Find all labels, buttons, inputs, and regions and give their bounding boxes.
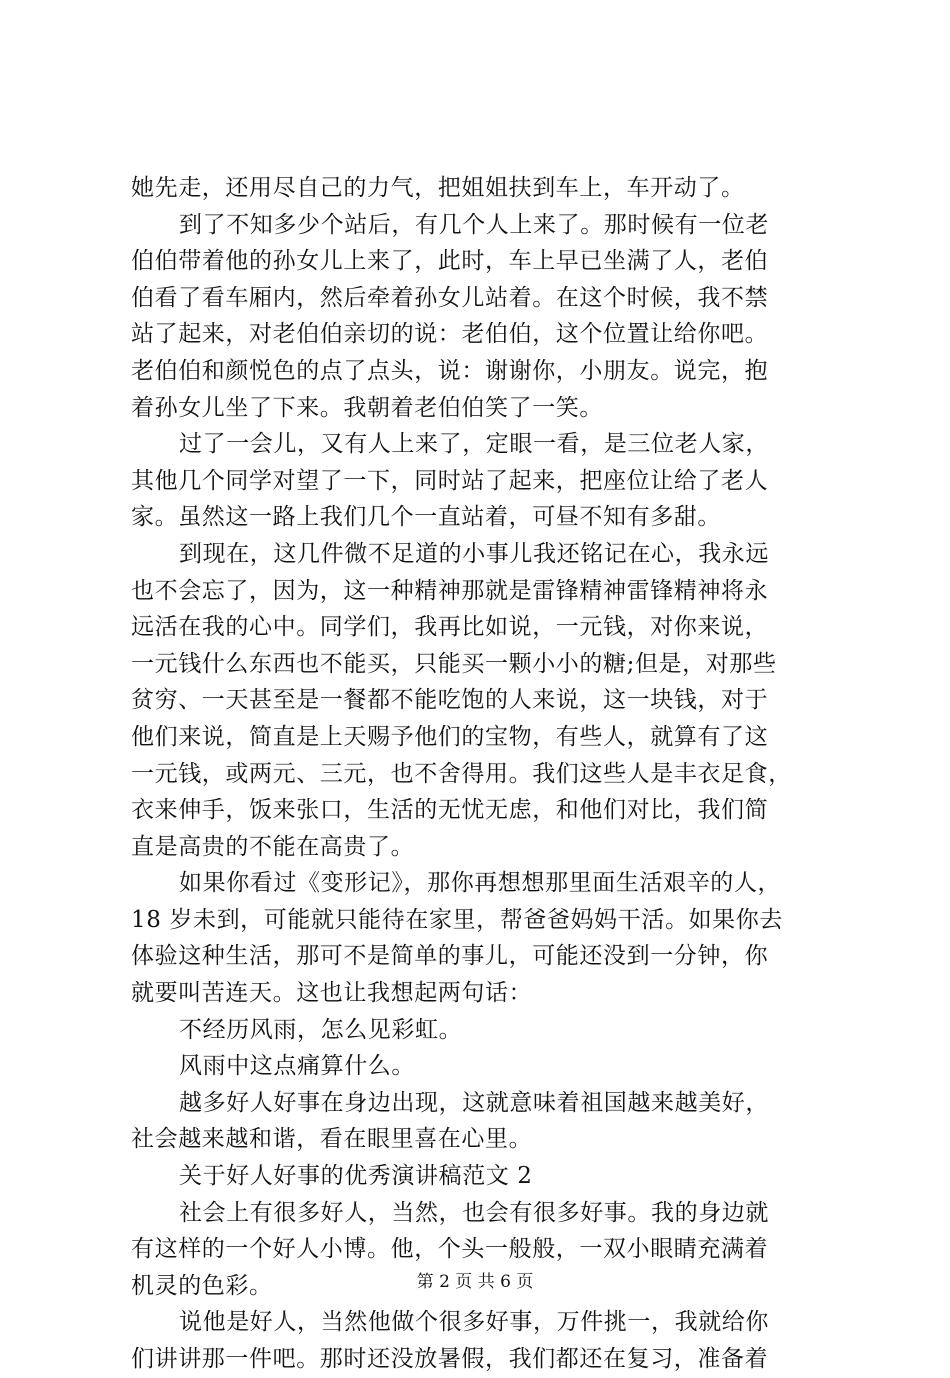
text-line: 不经历风雨，怎么见彩虹。 [179, 1016, 463, 1043]
text-line: 着孙女儿坐了下来。我朝着老伯伯笑了一笑。 [131, 394, 603, 421]
text-line: 一元钱什么东西也不能买，只能买一颗小小的糖;但是，对那些 [131, 650, 777, 677]
text-line: 其他几个同学对望了一下，同时站了起来，把座位让给了老人 [131, 467, 769, 494]
text-line: 老伯伯和颜悦色的点了点头，说：谢谢你，小朋友。说完，抱 [131, 357, 769, 384]
text-line: 有这样的一个好人小博。他，个头一般般，一双小眼睛充满着 [131, 1236, 769, 1263]
text-line: 衣来伸手，饭来张口，生活的无忧无虑，和他们对比，我们简 [131, 797, 769, 824]
text-line: 也不会忘了，因为，这一种精神那就是雷锋精神雷锋精神将永 [131, 577, 769, 604]
page-footer: 第 2 页 共 6 页 [416, 1272, 534, 1292]
text-line: 她先走，还用尽自己的力气，把姐姐扶到车上，车开动了。 [131, 175, 745, 201]
text-line: 到现在，这几件微不足道的小事儿我还铭记在心，我永远 [179, 540, 769, 567]
text-line: 到了不知多少个站后，有几个人上来了。那时候有一位老 [179, 211, 769, 238]
text-line: 社会上有很多好人，当然，也会有很多好事。我的身边就 [179, 1199, 769, 1226]
text-line: 远活在我的心中。同学们，我再比如说，一元钱，对你来说， [131, 614, 769, 641]
text-line: 体验这种生活，那可不是简单的事儿，可能还没到一分钟，你 [131, 943, 769, 970]
document-body [131, 170, 831, 1378]
text-line: 贫穷、一天甚至是一餐都不能吃饱的人来说，这一块钱，对于 [131, 687, 769, 714]
text-line: 伯看了看车厢内，然后牵着孙女儿站着。在这个时候，我不禁 [131, 284, 769, 311]
text-line: 伯伯带着他的孙女儿上来了，此时，车上早已坐满了人，老伯 [131, 248, 769, 275]
text-line: 他们来说，简直是上天赐予他们的宝物，有些人，就算有了这 [131, 723, 769, 750]
text-line: 过了一会儿，又有人上来了，定眼一看，是三位老人家， [179, 431, 769, 458]
text-line: 一元钱，或两元、三元，也不舍得用。我们这些人是丰衣足食， [131, 760, 792, 787]
text-line: 就要叫苦连天。这也让我想起两句话： [131, 980, 533, 1007]
text-line: 们讲讲那一件吧。那时还没放暑假，我们都还在复习，准备着 [131, 1346, 769, 1372]
text-line: 关于好人好事的优秀演讲稿范文 2 [179, 1163, 533, 1190]
text-line: 18 岁未到，可能就只能待在家里，帮爸爸妈妈干活。如果你去 [131, 906, 783, 933]
text-line: 说他是好人，当然他做个很多好事，万件挑一，我就给你 [179, 1309, 769, 1336]
text-line: 如果你看过《变形记》，那你再想想那里面生活艰辛的人， [179, 870, 782, 897]
text-line: 越多好人好事在身边出现，这就意味着祖国越来越美好， [179, 1089, 769, 1116]
text-line: 家。虽然这一路上我们几个一直站着，可昼不知有多甜。 [131, 504, 721, 531]
text-line: 直是高贵的不能在高贵了。 [131, 833, 415, 860]
text-line: 机灵的色彩。 [131, 1272, 273, 1299]
text-line: 社会越来越和谐，看在眼里喜在心里。 [131, 1126, 533, 1153]
text-line: 站了起来，对老伯伯亲切的说：老伯伯，这个位置让给你吧。 [131, 321, 769, 348]
text-line: 风雨中这点痛算什么。 [179, 1053, 415, 1080]
